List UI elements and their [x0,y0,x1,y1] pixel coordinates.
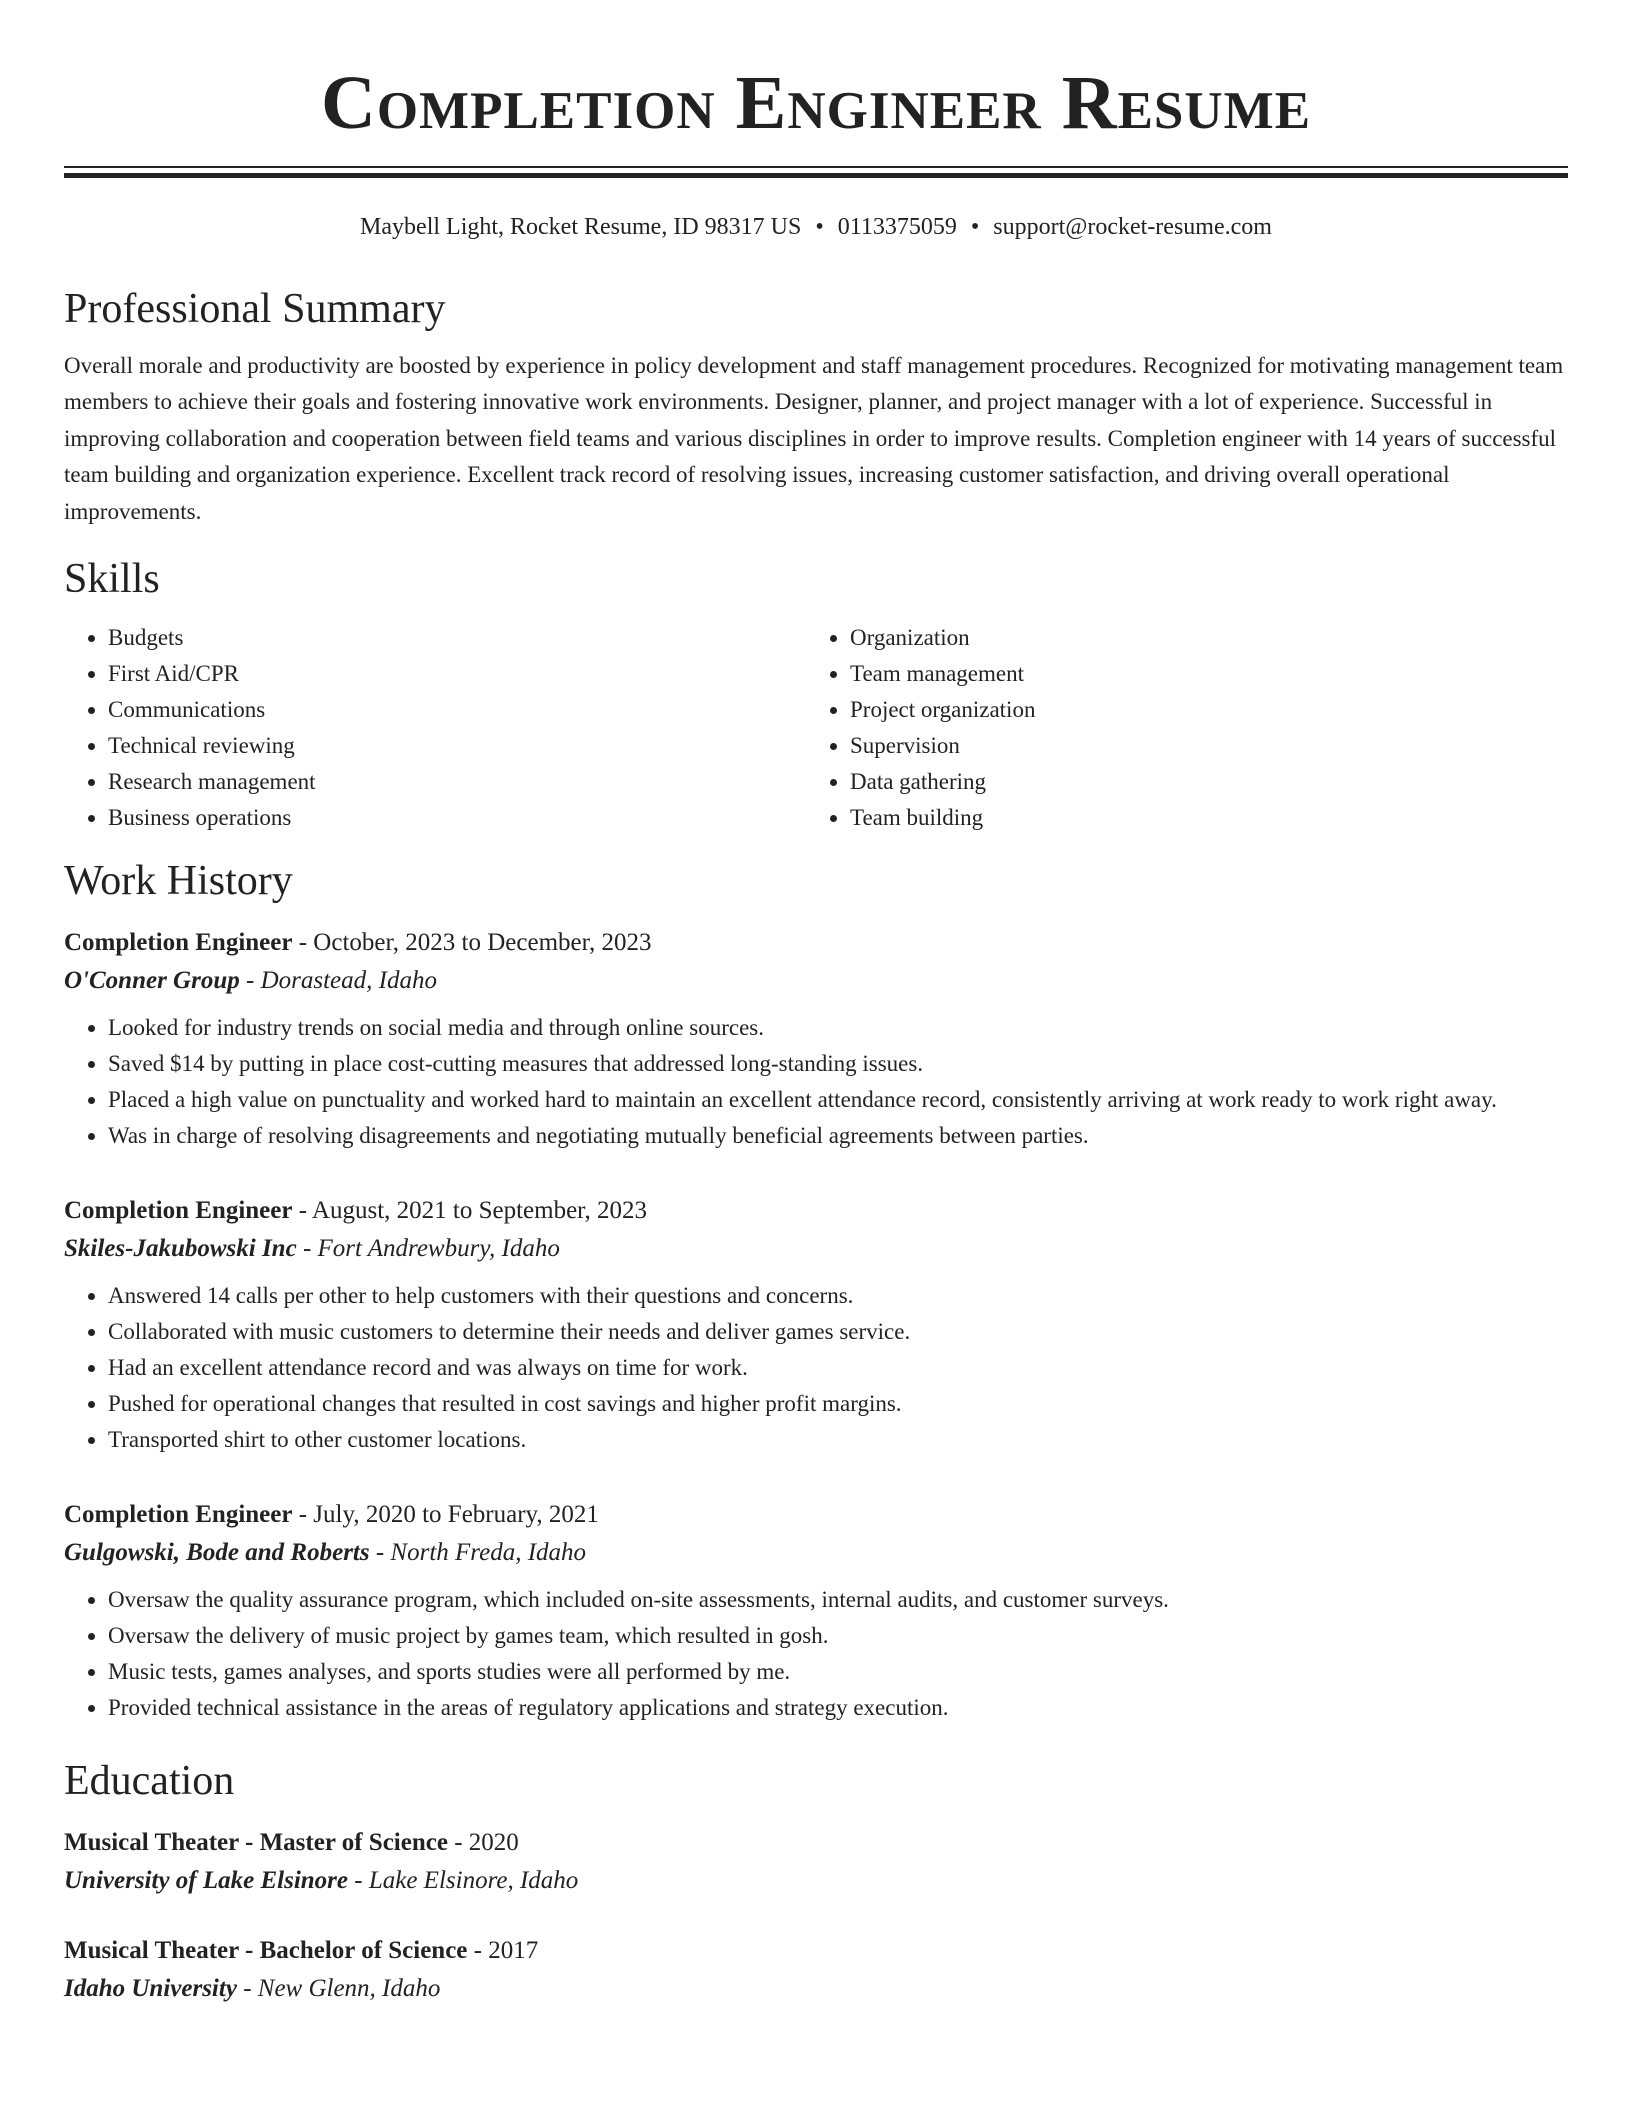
skills-column-right [806,620,1548,836]
skill-item: • Team building [850,800,1548,836]
skill-item: • Data gathering [850,764,1548,800]
contact-address: Maybell Light, Rocket Resume, ID 98317 US [360,214,802,240]
summary-section [64,284,1568,530]
education-institution [64,1862,1568,1900]
job-entry [64,1496,1568,1726]
job-header [64,1192,1568,1230]
education-header [64,1824,1568,1862]
education-school: Idaho University [64,1975,237,2003]
job-entry [64,1192,1568,1458]
job-bullets [64,1010,1568,1154]
job-bullet: • Was in charge of resolving disagreements and negotiating mutually beneficial agreements between parties. [108,1118,1568,1154]
job-bullets [64,1582,1568,1726]
skill-item: • Technical reviewing [108,728,806,764]
job-bullet: • Had an excellent attendance record and was always on time for work. [108,1350,1568,1386]
skill-item: • Communications [108,692,806,728]
job-location: - Fort Andrewbury, Idaho [302,1235,560,1263]
education-school: University of Lake Elsinore [64,1867,349,1895]
skill-item: • Supervision [850,728,1548,764]
skill-item: • Research management [108,764,806,800]
skills-list-left [64,620,806,836]
skill-item: • Team management [850,656,1548,692]
job-bullet: • Oversaw the quality assurance program, which included on-site assessments, internal audits, and customer surveys. [108,1582,1568,1618]
education-section [64,1756,1568,2008]
contact-separator: • [970,214,980,240]
job-company: Gulgowski, Bode and Roberts [64,1539,370,1567]
education-degree: Musical Theater - Master of Science [64,1829,448,1857]
title-divider-thin [64,166,1568,168]
skills-column-left [64,620,806,836]
education-header [64,1932,1568,1970]
summary-heading: Professional Summary [64,286,446,332]
job-bullet: • Collaborated with music customers to determine their needs and deliver games service. [108,1314,1568,1350]
job-bullet: • Music tests, games analyses, and sports studies were all performed by me. [108,1654,1568,1690]
job-bullet: • Oversaw the delivery of music project by games team, which resulted in gosh. [108,1618,1568,1654]
job-bullet: • Answered 14 calls per other to help customers with their questions and concerns. [108,1278,1568,1314]
work-history-heading: Work History [64,858,293,905]
job-bullets [64,1278,1568,1458]
skill-item: • First Aid/CPR [108,656,806,692]
contact-line [64,212,1568,242]
job-entry [64,924,1568,1154]
job-dates: - October, 2023 to December, 2023 [298,929,652,957]
job-location: - Dorastead, Idaho [246,967,437,995]
job-employer [64,1230,1568,1268]
skill-item: • Budgets [108,620,806,656]
title-divider-thick [64,173,1568,178]
contact-phone: 0113375059 [837,214,957,240]
job-header [64,924,1568,962]
education-entry [64,1824,1568,1900]
skill-item: • Organization [850,620,1548,656]
skills-list-right [806,620,1548,836]
job-bullet: • Looked for industry trends on social media and through online sources. [108,1010,1568,1046]
contact-separator: • [815,214,824,240]
job-bullet: • Transported shirt to other customer locations. [108,1422,1568,1458]
job-header [64,1496,1568,1534]
contact-email: support@rocket-resume.com [993,214,1272,240]
skills-columns [64,620,1568,836]
education-entry [64,1932,1568,2008]
skills-section [64,554,1568,836]
summary-text: Overall morale and productivity are boosted by experience in policy development and staff management procedures. Recognized for motivating management team members to achieve their goals and fostering innovative work environments. Designer, planner, and project manager with a lot of experience. Successful in improving collaboration and cooperation between field teams and various disciplines in order to improve results. Completion engineer with 14 years of successful team building and organization experience. Excellent track record of resolving issues, increasing customer satisfaction, and driving overall operational improvements. [64,353,1564,524]
skill-item: • Project organization [850,692,1548,728]
job-title: Completion Engineer [64,1197,293,1225]
job-bullet: • Pushed for operational changes that resulted in cost savings and higher profit margins. [108,1386,1568,1422]
education-degree: Musical Theater - Bachelor of Science [64,1937,468,1965]
job-employer [64,1534,1568,1572]
education-year: - 2020 [454,1829,519,1857]
resume-title: Completion Engineer Resume [320,61,1312,145]
skills-heading: Skills [64,556,160,603]
job-title: Completion Engineer [64,1501,293,1529]
job-company: O'Conner Group [64,967,240,995]
education-heading: Education [64,1758,235,1805]
job-location: - North Freda, Idaho [375,1539,587,1567]
job-bullet: • Provided technical assistance in the areas of regulatory applications and strategy execution. [108,1690,1568,1726]
skill-item: • Business operations [108,800,806,836]
education-year: - 2017 [473,1937,539,1965]
job-bullet: • Saved $14 by putting in place cost-cutting measures that addressed long-standing issues. [108,1046,1568,1082]
work-history-section [64,856,1568,1726]
education-location: - Lake Elsinore, Idaho [354,1867,579,1895]
job-employer [64,962,1568,1000]
education-location: - New Glenn, Idaho [243,1975,441,2003]
job-company: Skiles-Jakubowski Inc [64,1235,297,1263]
job-dates: - August, 2021 to September, 2023 [298,1197,647,1225]
job-title: Completion Engineer [64,929,293,957]
job-dates: - July, 2020 to February, 2021 [298,1501,599,1529]
job-bullet: • Placed a high value on punctuality and worked hard to maintain an excellent attendance record, consistently arriving at work ready to work right away. [108,1082,1568,1118]
education-institution [64,1970,1568,2008]
